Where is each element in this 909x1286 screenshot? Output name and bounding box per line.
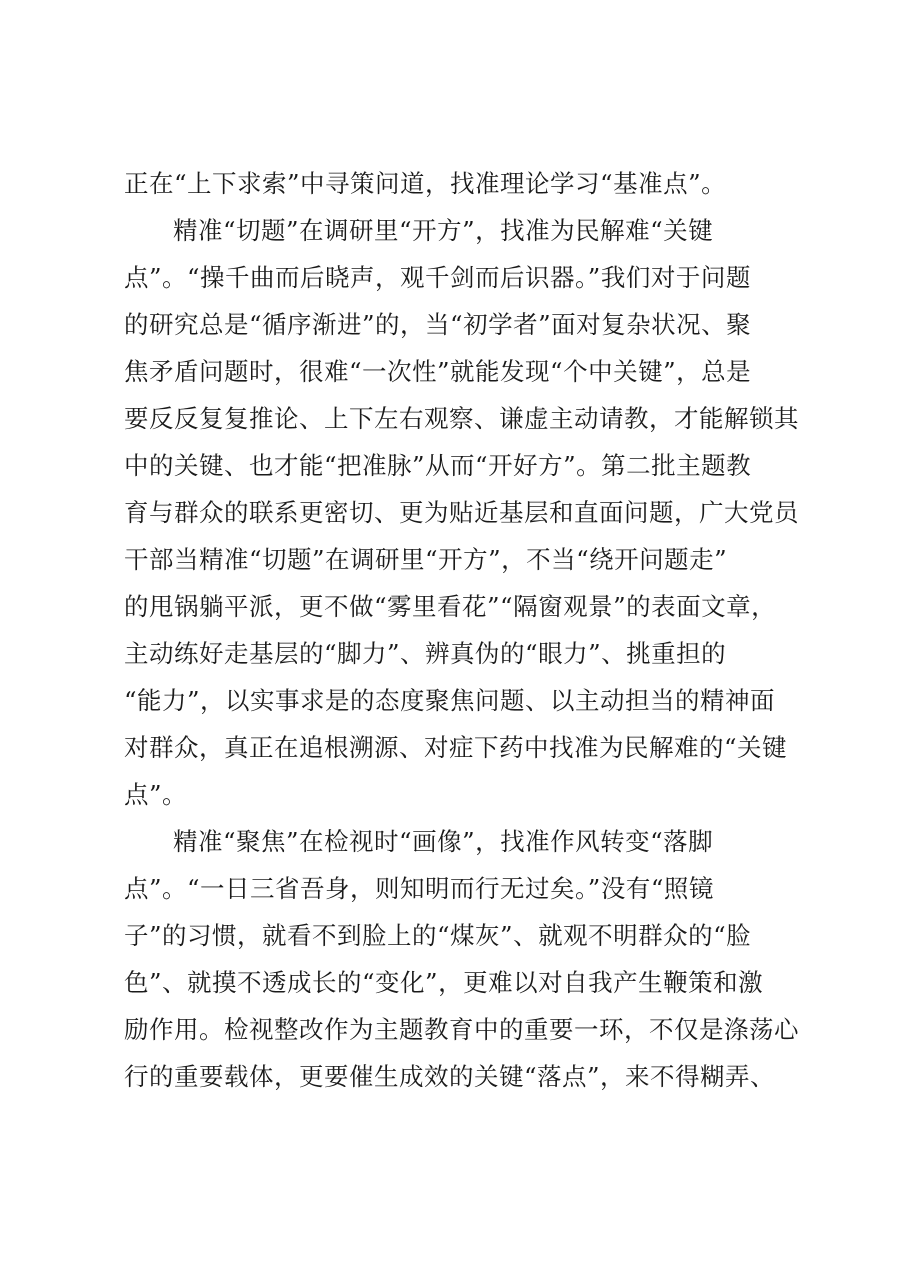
text-line: 的甩锅躺平派，更不做“雾里看花”“隔窗观景”的表面文章， xyxy=(124,592,777,621)
text-line: 精准“聚焦”在检视时“画像”，找准作风转变“落脚 xyxy=(173,827,714,856)
text-line: 精准“切题”在调研里“开方”，找准为民解难“关键 xyxy=(173,216,714,245)
text-line: 正在“上下求索”中寻策问道，找准理论学习“基准点”。 xyxy=(124,169,727,198)
text-line: 中的关键、也才能“把准脉”从而“开好方”。第二批主题教 xyxy=(124,451,752,480)
text-line: 育与群众的联系更密切、更为贴近基层和直面问题，广大党员 xyxy=(124,498,799,527)
text-line: 励作用。检视整改作为主题教育中的重要一环，不仅是涤荡心 xyxy=(124,1015,799,1044)
text-line: 子”的习惯，就看不到脸上的“煤灰”、就观不明群众的“脸 xyxy=(124,921,752,950)
text-line: 点”。“一日三省吾身，则知明而行无过矣。”没有“照镜 xyxy=(124,874,714,903)
body-text xyxy=(124,160,799,1100)
text-line: 焦矛盾问题时，很难“一次性”就能发现“个中关键”，总是 xyxy=(124,357,752,386)
text-line: 点”。“操千曲而后晓声，观千剑而后识器。”我们对于问题 xyxy=(124,263,751,292)
text-line: 色”、就摸不透成长的“变化”，更难以对自我产生鞭策和激 xyxy=(124,968,764,997)
text-line: 主动练好走基层的“脚力”、辨真伪的“眼力”、挑重担的 xyxy=(124,639,727,668)
text-line: 干部当精准“切题”在调研里“开方”，不当“绕开问题走” xyxy=(124,545,728,574)
text-line: “能力”，以实事求是的态度聚焦问题、以主动担当的精神面 xyxy=(124,686,776,715)
text-line: 对群众，真正在追根溯源、对症下药中找准为民解难的“关键 xyxy=(124,733,788,762)
text-line: 行的重要载体，更要催生成效的关键“落点”，来不得糊弄、 xyxy=(124,1062,776,1091)
text-line: 要反反复复推论、上下左右观察、谦虚主动请教，才能解锁其 xyxy=(124,404,799,433)
text-line: 点”。 xyxy=(124,780,188,809)
text-line: 的研究总是“循序渐进”的，当“初学者”面对复杂状况、聚 xyxy=(124,310,752,339)
